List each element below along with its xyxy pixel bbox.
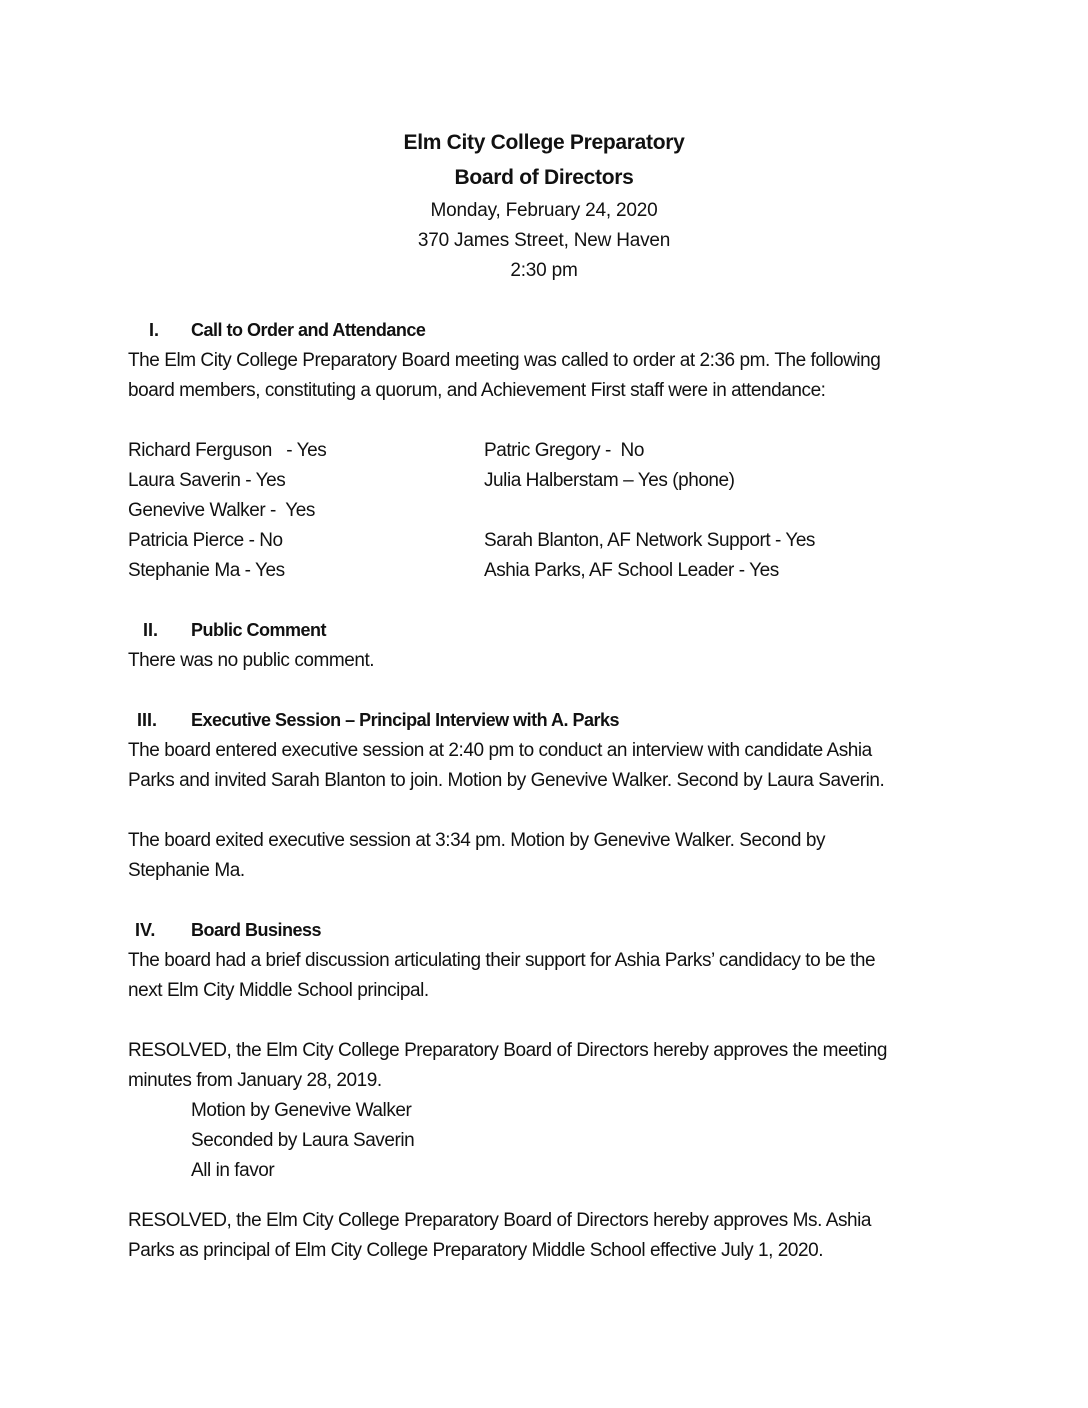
board-title: Board of Directors: [454, 166, 634, 189]
paragraph-line: Stephanie Ma.: [128, 860, 245, 881]
paragraph-line: There was no public comment.: [128, 650, 375, 671]
section-title: Public Comment: [191, 620, 327, 640]
second-line: Seconded by Laura Saverin: [191, 1130, 415, 1151]
org-title: Elm City College Preparatory: [403, 131, 685, 154]
attendee: Patricia Pierce - No: [128, 530, 283, 551]
attendee: Ashia Parks, AF School Leader - Yes: [484, 560, 779, 581]
attendee: Stephanie Ma - Yes: [128, 560, 285, 581]
attendee: Patric Gregory - No: [484, 440, 644, 461]
paragraph-line: The board exited executive session at 3:34 pm. Motion by Genevive Walker. Second by: [128, 830, 826, 851]
attendee: Julia Halberstam – Yes (phone): [484, 470, 735, 491]
paragraph-line: The board entered executive session at 2:40 pm to conduct an interview with candidate Ashia: [128, 740, 872, 761]
paragraph-line: Parks and invited Sarah Blanton to join. Motion by Genevive Walker. Second by Laura Saverin.: [128, 770, 885, 791]
section-number: IV.: [135, 920, 156, 940]
motion-line: Motion by Genevive Walker: [191, 1100, 412, 1121]
attendee: Laura Saverin - Yes: [128, 470, 286, 491]
paragraph-line: The Elm City College Preparatory Board meeting was called to order at 2:36 pm. The following: [128, 350, 881, 371]
section-number: I.: [149, 320, 160, 340]
attendee: Richard Ferguson - Yes: [128, 440, 327, 461]
paragraph-line: next Elm City Middle School principal.: [128, 980, 429, 1001]
section-title: Call to Order and Attendance: [191, 320, 426, 340]
attendee: Sarah Blanton, AF Network Support - Yes: [484, 530, 815, 551]
meeting-address: 370 James Street, New Haven: [417, 230, 671, 251]
vote-line: All in favor: [191, 1160, 275, 1181]
resolution-line: Parks as principal of Elm City College Preparatory Middle School effective July 1, 2020.: [128, 1240, 824, 1261]
resolution-line: RESOLVED, the Elm City College Preparatory Board of Directors hereby approves Ms. Ashia: [128, 1210, 871, 1231]
section-title: Executive Session – Principal Interview with A. Parks: [191, 710, 620, 730]
resolution-line: RESOLVED, the Elm City College Preparatory Board of Directors hereby approves the meeting: [128, 1040, 888, 1061]
paragraph-line: The board had a brief discussion articulating their support for Ashia Parks’ candidacy to be the: [128, 950, 876, 971]
meeting-date: Monday, February 24, 2020: [430, 200, 658, 221]
attendee: Genevive Walker - Yes: [128, 500, 315, 521]
section-title: Board Business: [191, 920, 322, 940]
meeting-time: 2:30 pm: [510, 260, 578, 281]
resolution-line: minutes from January 28, 2019.: [128, 1070, 382, 1091]
paragraph-line: board members, constituting a quorum, and Achievement First staff were in attendance:: [128, 380, 826, 401]
section-number: III.: [137, 710, 158, 730]
section-number: II.: [143, 620, 159, 640]
